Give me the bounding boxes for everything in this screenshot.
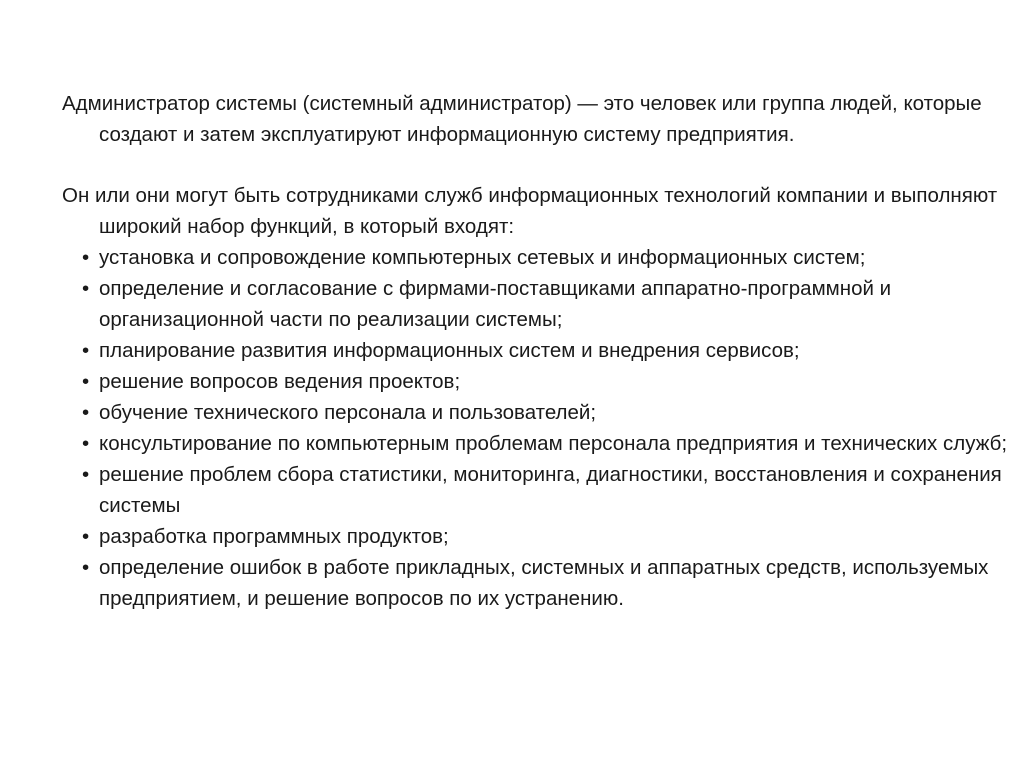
list-item [62,428,1017,459]
bullet-icon: • [82,525,90,548]
list-item-text: определение ошибок в работе прикладных, системных и аппаратных средств, используемых предприятием, и решение вопросов по их устранению. [99,556,989,610]
list-item-text: обучение технического персонала и пользователей; [99,401,597,424]
list-item [62,521,1017,552]
list-item-text: установка и сопровождение компьютерных сетевых и информационных систем; [99,246,866,269]
list-item-text: решение проблем сбора статистики, мониторинга, диагностики, восстановления и сохранения системы [99,463,1002,517]
list-item-text: консультирование по компьютерным проблемам персонала предприятия и технических служб; [99,432,1008,455]
bullet-icon: • [82,556,90,579]
list-item [62,459,1017,521]
list-item [62,397,1017,428]
list-item-text: планирование развития информационных систем и внедрения сервисов; [99,339,800,362]
list-item [62,552,1017,614]
list-item [62,242,1017,273]
bullet-icon: • [82,401,90,424]
list-item-text: определение и согласование с фирмами-поставщиками аппаратно-программной и организационной части по реализации системы; [99,277,892,331]
definition-paragraph: Администратор системы (системный администратор) — это человек или группа людей, которые создают и затем эксплуатируют информационную систему предприятия. [62,92,982,146]
list-item-text: решение вопросов ведения проектов; [99,370,461,393]
list-item [62,335,1017,366]
bullet-icon: • [82,463,90,486]
bullet-icon: • [82,339,90,362]
functions-intro-paragraph: Он или они могут быть сотрудниками служб информационных технологий компании и выполняют широкий набор функций, в который входят: [62,184,998,238]
bullet-icon: • [82,370,90,393]
list-item [62,273,1017,335]
list-item-text: разработка программных продуктов; [99,525,449,548]
functions-list [62,242,1017,614]
list-item [62,366,1017,397]
bullet-icon: • [82,277,90,300]
bullet-icon: • [82,432,90,455]
slide-content [62,88,1017,614]
bullet-icon: • [82,246,90,269]
